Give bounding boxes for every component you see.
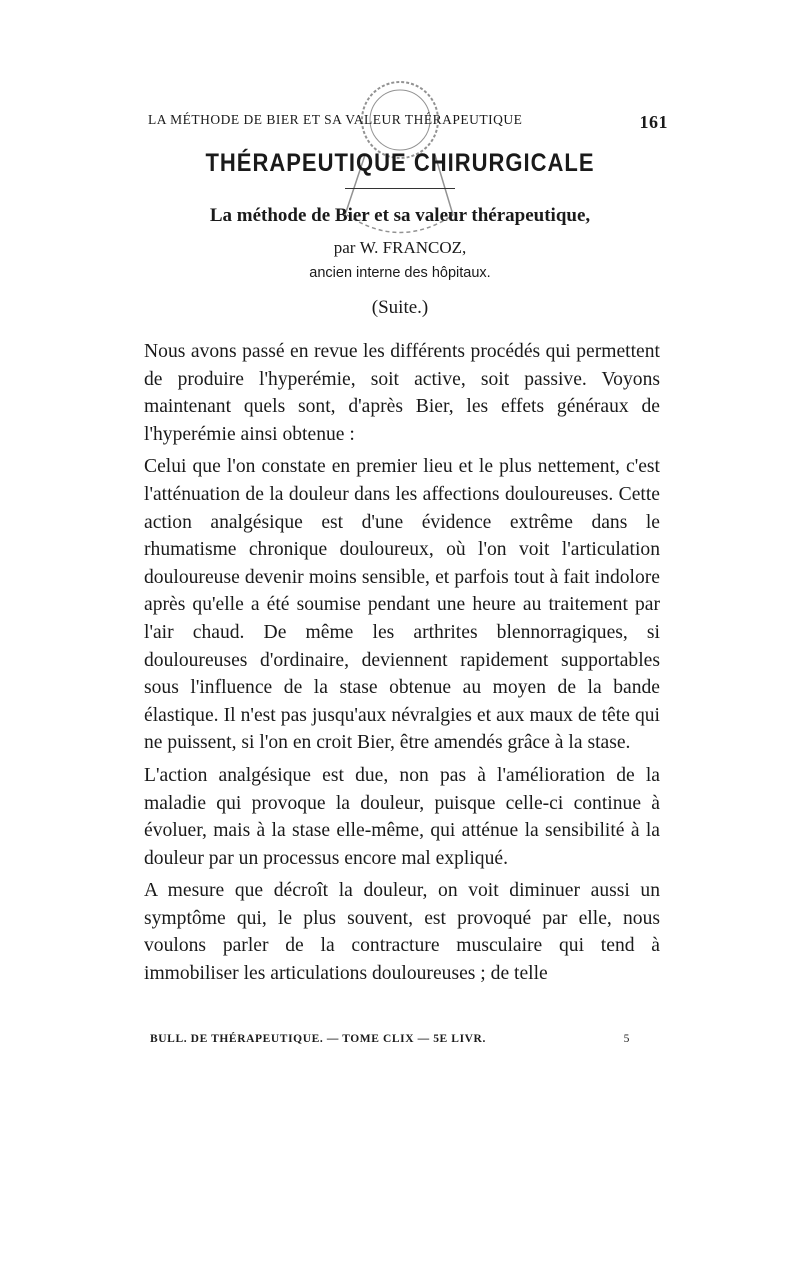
article-title: La méthode de Bier et sa valeur thérapeutique,	[209, 205, 591, 226]
article-body	[144, 338, 660, 988]
paragraph: Nous avons passé en revue les différents procédés qui permettent de produire l'hyperémie, soit active, soit passive. Voyons maintenant quels sont, d'après Bier, les effets généraux de l'hyperémie ainsi obtenue :	[144, 341, 660, 445]
running-head-title: LA MÉTHODE DE BIER ET SA VALEUR THÉRAPEUTIQUE	[148, 112, 523, 127]
author-name: W. FRANCOZ,	[359, 238, 467, 257]
page-footer	[150, 1033, 630, 1045]
author-role: ancien interne des hôpitaux.	[309, 265, 491, 281]
title-divider	[345, 188, 455, 189]
signature-mark: 5	[623, 1033, 630, 1045]
continuation-note: (Suite.)	[371, 297, 429, 318]
author-line	[0, 238, 800, 258]
page-number: 161	[639, 112, 668, 132]
section-title: THÉRAPEUTIQUE CHIRURGICALE	[205, 148, 595, 177]
paragraph: Celui que l'on constate en premier lieu et le plus nettement, c'est l'atténuation de la douleur dans les affections douloureuses. Cette action analgésique est d'une évidence extrême dans le rhumatisme chronique douloureux, où l'on voit l'articulation douloureuse devenir moins sensible, et parfois tout à fait indolore après qu'elle a été soumise pendant une heure au traitement par l'air chaud. De même les arthrites blennorragiques, si douloureuses d'ordinaire, deviennent rapidement supportables sous l'influence de la stase obtenue au moyen de la bande élastique. Il n'est pas jusqu'aux névralgies et aux maux de tête qui ne puissent, si l'on en croit Bier, être amendés grâce à la stase.	[144, 456, 660, 754]
author-prefix: par	[333, 238, 356, 257]
bulletin-reference: BULL. DE THÉRAPEUTIQUE. — TOME CLIX — 5E LIVR.	[150, 1033, 486, 1045]
paragraph: L'action analgésique est due, non pas à l'amélioration de la maladie qui provoque la douleur, puisque celle-ci continue à évoluer, mais à la stase elle-même, qui atténue la sensibilité à la douleur par un processus encore mal expliqué.	[144, 764, 660, 869]
paragraph: A mesure que décroît la douleur, on voit diminuer aussi un symptôme qui, le plus souvent, est provoqué par elle, nous voulons parler de la contracture musculaire qui tend à immobiliser les articulations douloureuses ; de telle	[144, 880, 660, 985]
